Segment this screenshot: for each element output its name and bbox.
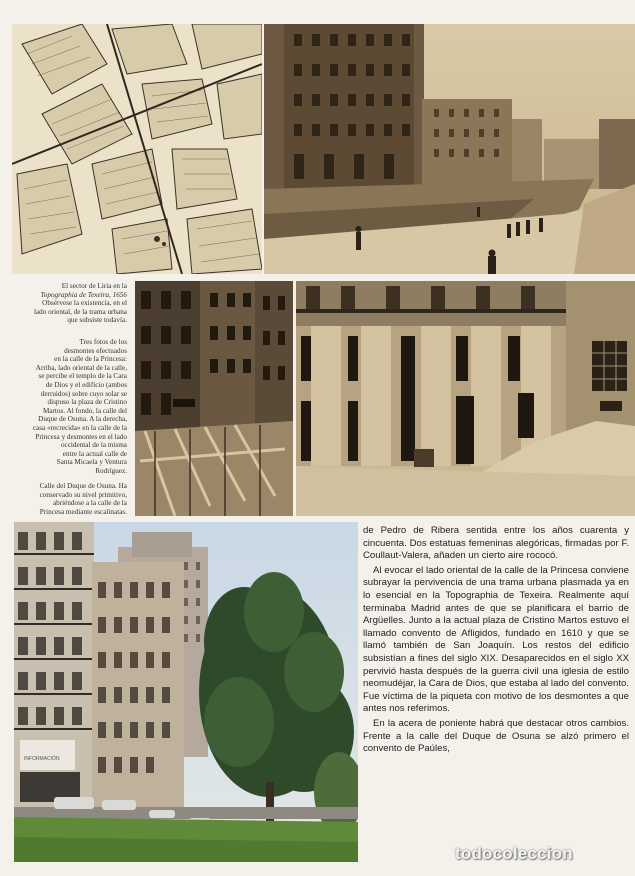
osuna-caption-line: Calle del Duque de Osuna. Ha — [39, 482, 127, 490]
photos-caption-line: Martos. Al fondo, la calle del — [42, 406, 127, 415]
osuna-caption-line: abriéndose a la calle de la — [52, 499, 127, 508]
photos-caption-line: en la calle de la Princesa: — [54, 355, 127, 364]
osuna-caption-line: conservado su nivel primitivo, — [39, 490, 127, 499]
photos-intro-caption — [14, 338, 127, 476]
todocoleccion-watermark: todocoleccion — [455, 844, 573, 863]
osuna-caption — [14, 482, 127, 516]
photos-caption-line: Rodríguez. — [95, 466, 127, 475]
shop-sign: INFORMACIÓN — [24, 756, 60, 762]
photos-caption-line: se percibe el templo de la Cara — [38, 372, 127, 381]
map-caption — [14, 282, 127, 325]
recrecida-house-photo — [296, 281, 635, 516]
duque-osuna-photo — [135, 281, 293, 516]
photos-caption-line: de Dios y el edificio (ambos — [45, 380, 127, 389]
photos-caption-line: Duque de Osuna. A la derecha, — [38, 415, 127, 424]
article-paragraph: de Pedro de Ribera sentida entre los años cuarenta y cincuenta. Dos estatuas femeninas alegóricas, firmadas por F. Coullaut-Valera, añaden un cierto aire rococó. — [363, 525, 629, 562]
photos-caption-line: desmontes efectuados — [64, 346, 127, 355]
photos-caption-line: Santa Micaela y Ventura — [56, 458, 127, 467]
article-paragraph: Al evocar el lado oriental de la calle de la Princesa conviene subrayar la pervivencia de una trama urbana plasmada ya en lo esencial en la Topographia de Texeira. Realmente aquí terminaba Madrid antes de que se planificara el barrio de Argüelles. Junto a la actual plaza de Cristino Martos estuvo el llamado convento de Afligidos, fundado en 1610 y que se llamó también de San Joaquín. Los restos del edificio subsistían a fines del siglo XIX. Desaparecidos en el siglo XX pervivió hasta después de la guerra civil una iglesia de estilo neomudéjar, la Cara de Dios, que estaba al lado del convento. Fue víctima de la piqueta con motivo de los desmontes a que antes nos referimos. — [363, 564, 629, 715]
photos-caption-line: Princesa y desmontes en el lado — [35, 432, 127, 441]
photos-caption-line: occidental de la misma — [60, 441, 127, 450]
photos-caption-line: Arriba, lado oriental de la calle, — [35, 363, 127, 372]
osuna-caption-line: Princesa mediante escalinatas. — [39, 507, 127, 516]
article-paragraph: En la acera de poniente habrá que destacar otros cambios. Frente a la calle del Duque de Osuna se alzó primero el convento de Paúles, — [363, 717, 629, 755]
map-caption-line: lado oriental, de la trama urbana — [34, 307, 127, 316]
map-caption-line: Topographia de Texeira, 1656 — [40, 290, 127, 299]
article-body — [363, 525, 629, 756]
modern-princesa-color-photo — [14, 522, 358, 862]
photos-caption-line: derruidos) sobre cuyo solar se — [40, 389, 127, 398]
photos-caption-line: Tres fotos de los — [79, 338, 127, 346]
photos-caption-line: dispuso la plaza de Cristino — [47, 398, 127, 407]
photos-caption-line: casa «recrecida» en la calle de la — [32, 423, 127, 432]
photos-caption-line: entre la actual calle de — [62, 449, 127, 458]
map-caption-line: que subsiste todavía. — [67, 316, 127, 325]
texeira-map-image — [12, 24, 262, 274]
map-caption-line: Obsérvese la existencia, en el — [42, 299, 127, 308]
map-caption-line: El sector de Liria en la — [61, 282, 127, 290]
princesa-east-side-photo — [264, 24, 635, 274]
